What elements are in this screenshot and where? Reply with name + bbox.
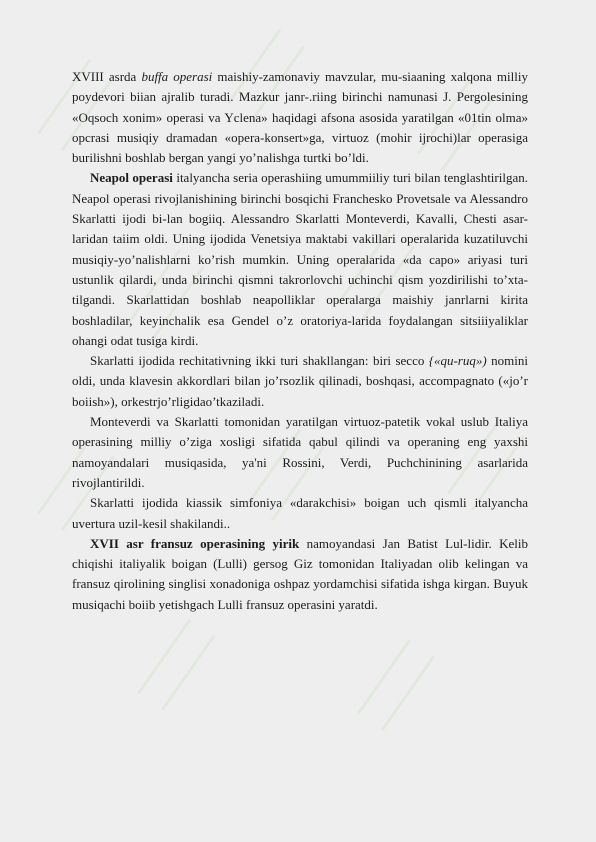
paragraph-text: namoyandasi Jan Batist Lul-lidir. Kelib chiqishi italiyalik boigan (Lulli) gersog Giz tomonidan Italiyadan olib kelingan va fransuz qirolining singlisi xonadoniga oshpaz yordamchisi sifatida ishga kirgan. Buyuk musiqachi boiib yetishgach Lulli fransuz operasini yaratdi. [72,535,528,612]
paragraph-4: Monteverdi va Skarlatti tomonidan yaratilgan virtuoz-patetik vokal uslub Italiya operasining milliy o’ziga xosligi sifatida qabul qilindi va operaning eng yaxshi namoyandalari musiqasida, ya'ni Rossini, Verdi, Puchchinining asarlarida rivojlantirildi. [72,414,528,490]
paragraph-text: italyancha seria operashiing umummiiliy turi bilan tenglashtirilgan. Neapol operasi rivojlanishining birinchi bosqichi Franchesko Provetsale va Alessandro Skarlatti ijodi bi-lan bogiiq. Alessandro Skarlatti Monteverdi, Kavalli, Chesti asar-laridan taiim oldi. Uning ijodida Venetsiya maktabi vakillari operalarida kuzatiluvchi musiqiy-yo’nalishlarni ko’rish mumkin. Uning operalarida «da capo» ariyasi turi ustunlik qilardi, unda birinchi qismni takrorlovchi uchinchi qism yozdirilishi to’xta-tilgandi. Skarlattidan boshlab neapolliklar operalarga maishiy janrlarni kirita boshladilar, keyinchalik esa Gendel o’z oratoriya-larida foydalangan sitsiiiyaliklar ohangi odat tusiga kirdi. [72,170,528,348]
bold-term: Neapol operasi [90,170,173,186]
paragraph-5: Skarlatti ijodida kiassik simfoniya «darakchisi» boigan uch qismli italyancha uvertura uzil-kesil shakilandi.. [72,495,528,531]
paragraph-1 [72,67,528,168]
italic-term: {«qu-ruq») [428,353,487,369]
bold-term: XVII asr fransuz operasining yirik [90,535,300,551]
paragraph-2 [72,168,528,351]
paragraph-text: XVIII asrda [72,69,142,84]
watermark-mark [137,619,215,711]
watermark-mark [357,639,435,731]
italic-term: buffa operasi [141,69,213,84]
body-text [72,67,528,615]
paragraph-3 [72,351,528,412]
paragraph-text: nomini oldi, unda klavesin akkordlari bilan jo’rsozlik qilinadi, boshqasi, accompagnato («jo’r boiish»), orkestrjo’rligidao’tkaziladi. [72,353,528,409]
paragraph-text: Skarlatti ijodida rechitativning ikki turi shakllangan: biri secco [90,353,429,369]
paragraph-text: maishiy-zamonaviy mavzular, mu-siaaning xalqona milliy poydevori biian ajralib turadi. Mazkur janr-.riing birinchi namunasi J. Pergolesining «Oqsoch xonim» operasi va Yclena» haqidagi afsona asosida yaratilgan «01tin olma» opcrasi musiqiy dramadan «opera-konsert»ga, virtuoz (mohir ijrochi)lar operasiga burilishni boshlab bergan yangi yo’nalishga turtki bo’ldi. [72,69,528,166]
paragraph-6 [72,534,528,615]
